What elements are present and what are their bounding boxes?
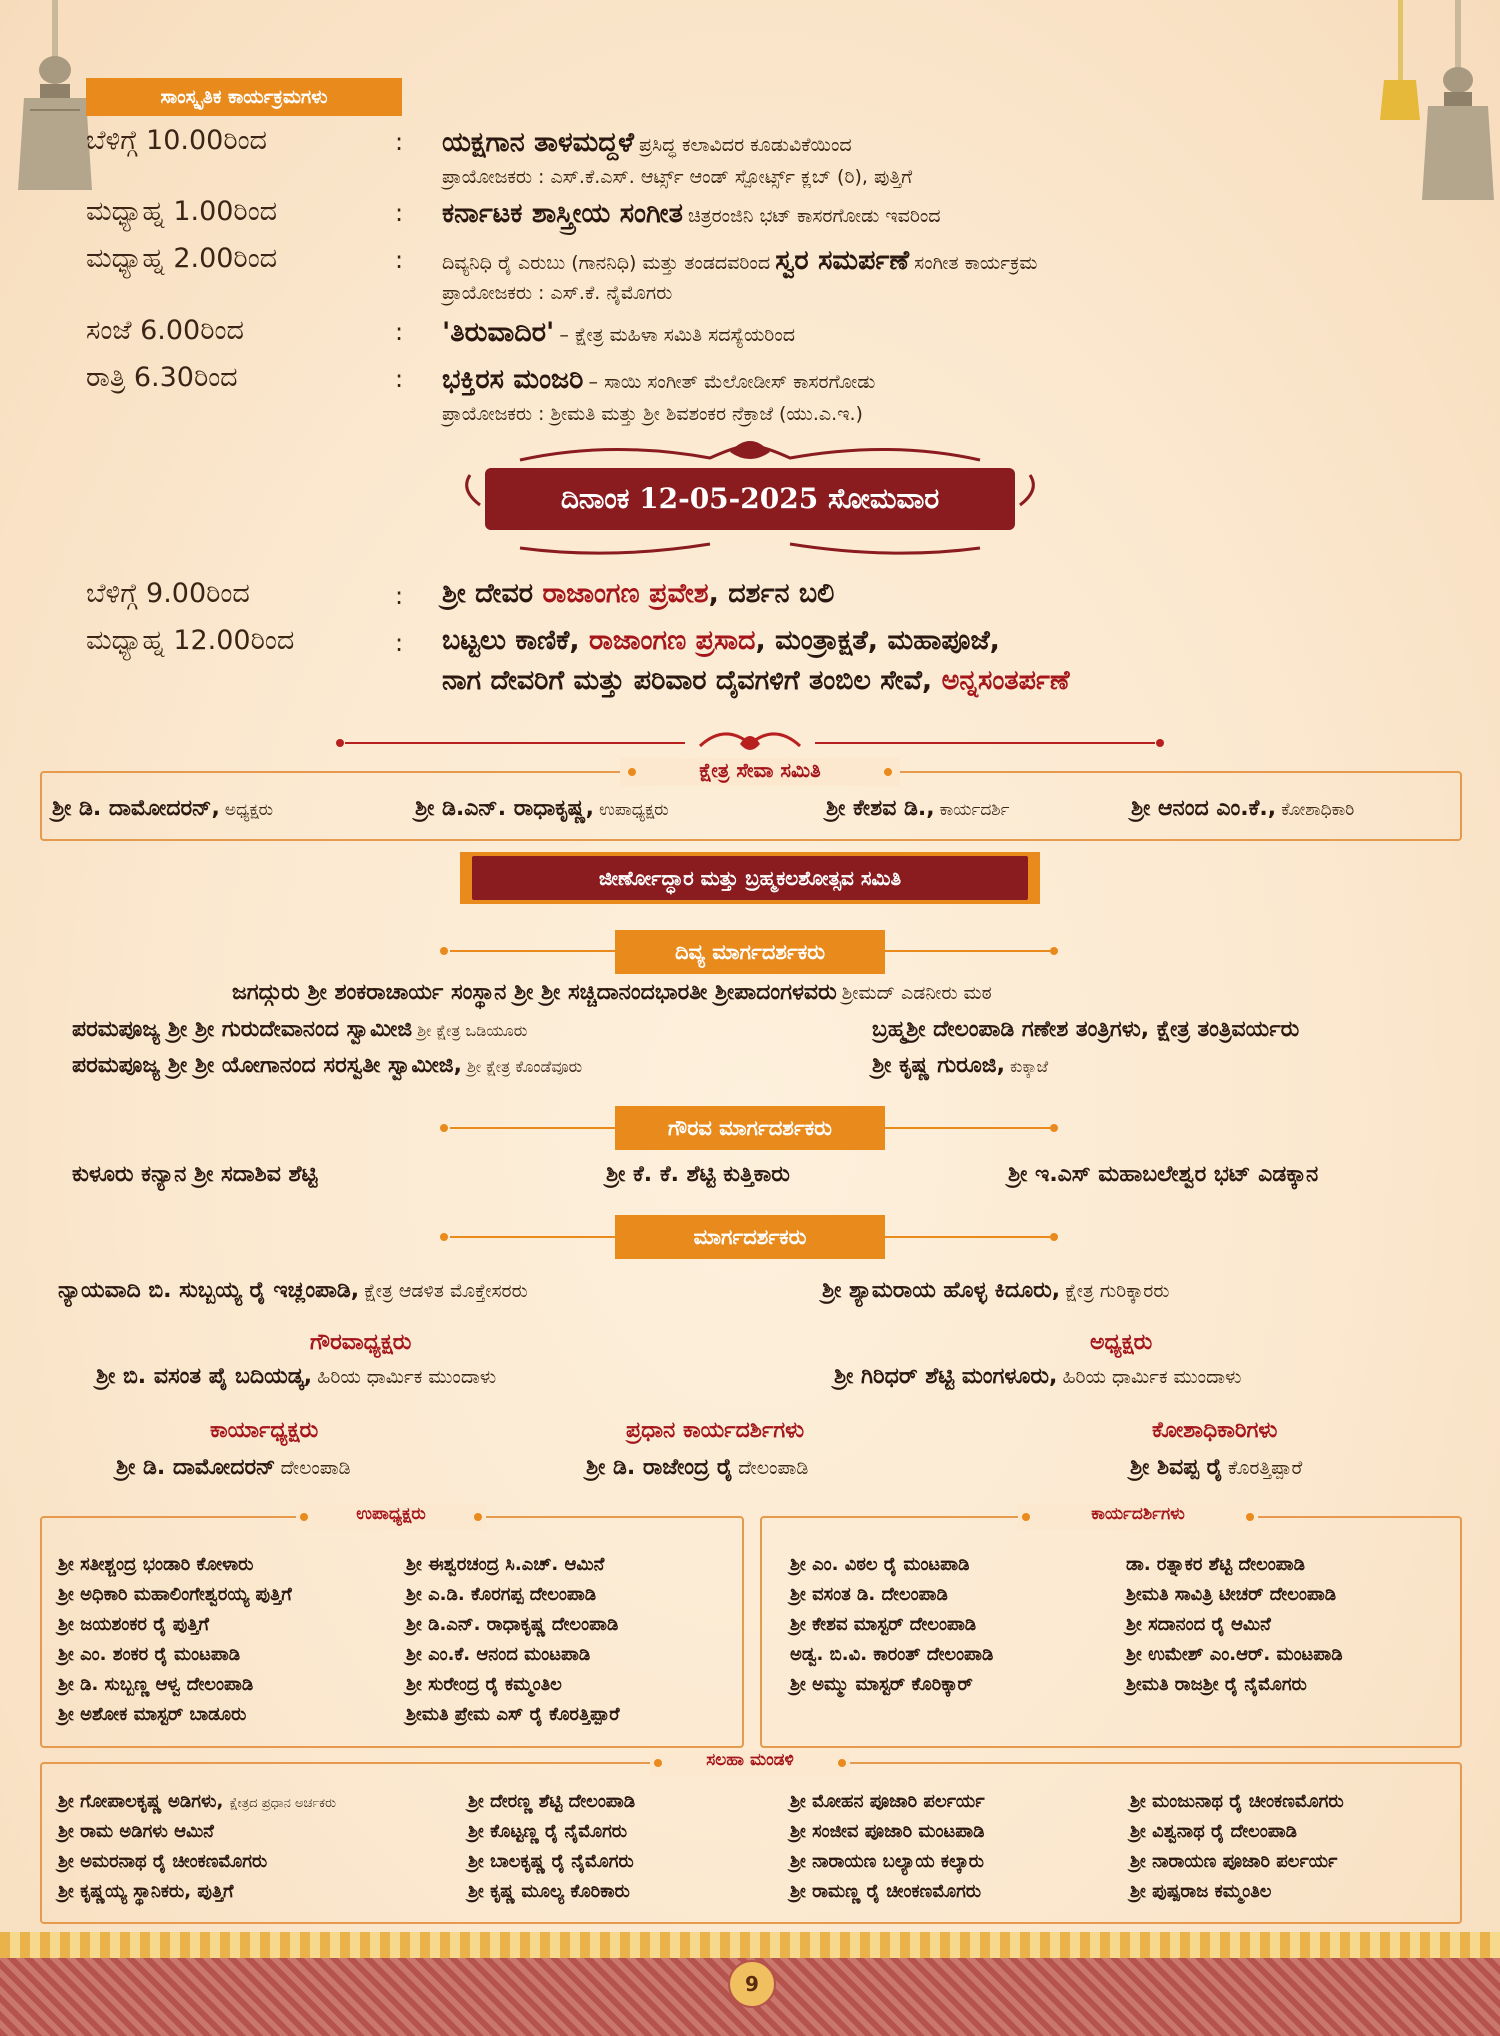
program-desc: ಪ್ರಸಿದ್ಧ ಕಲಾವಿದರ ಕೂಡುವಿಕೆಯಿಂದ xyxy=(639,134,852,156)
seva-name: ಶ್ರೀ ಆನಂದ ಎಂ.ಕೆ., xyxy=(1131,796,1277,821)
list-item: ಶ್ರೀ ದೇರಣ್ಣ ಶೆಟ್ಟಿ ದೇಲಂಪಾಡಿ xyxy=(468,1791,636,1812)
list-item: ಶ್ರೀ ಮೋಹನ ಪೂಜಾರಿ ಪರ್ಲರ್ಯ xyxy=(790,1791,985,1812)
program-title: ಸ್ವರ ಸಮರ್ಪಣೆ xyxy=(775,245,910,276)
gourava-name: ಶ್ರೀ ಇ.ಎಸ್ ಮಹಾಬಲೇಶ್ವರ ಭಟ್ ಎಡಕ್ಕಾನ xyxy=(1008,1162,1319,1187)
tassel-left-icon xyxy=(0,0,100,200)
karyadhyaksha-title: ಕಾರ್ಯಾಧ್ಯಕ್ಷರು xyxy=(210,1418,319,1443)
date-banner: ದಿನಾಂಕ 12-05-2025 ಸೋಮವಾರ xyxy=(485,468,1015,530)
list-item: ಶ್ರೀ ವಿಶ್ವನಾಥ ರೈ ದೇಲಂಪಾಡಿ xyxy=(1130,1821,1297,1842)
margadarshaka-name: ಶ್ರೀ ಶ್ಯಾಮರಾಯ ಹೊಳ್ಳ ಕಿದೂರು, xyxy=(822,1278,1061,1303)
divya-name: ಪರಮಪೂಜ್ಯ ಶ್ರೀ ಶ್ರೀ ಗುರುದೇವಾನಂದ ಸ್ವಾಮೀಜಿ xyxy=(72,1017,413,1042)
divya-title: ದಿವ್ಯ ಮಾರ್ಗದರ್ಶಕರು xyxy=(615,930,885,974)
salaha-col3 xyxy=(790,1787,985,1907)
margadarshaka-role: ಕ್ಷೇತ್ರ ಆಡಳಿತ ಮೊಕ್ತೇಸರರು xyxy=(364,1280,528,1302)
list-item-role: ಕ್ಷೇತ್ರದ ಪ್ರಧಾನ ಅರ್ಚಕರು xyxy=(229,1796,336,1811)
colon: : xyxy=(395,582,404,610)
tassel-right-icon xyxy=(1370,0,1500,205)
list-item: ಶ್ರೀ ಜಯಶಂಕರ ರೈ ಪುತ್ತಿಗೆ xyxy=(58,1614,209,1635)
title-dot xyxy=(654,1759,662,1767)
colon: : xyxy=(395,246,404,274)
program-sponsor: ಪ್ರಾಯೋಜಕರು : ಎಸ್.ಕೆ.ಎಸ್. ಆರ್ಟ್ಸ್ ಆಂಡ್ ಸ್ಪೋರ್ಟ್ಸ್ ಕ್ಲಬ್ (ರಿ), ಪುತ್ತಿಗೆ xyxy=(442,166,913,188)
section-dot xyxy=(1050,947,1058,955)
title-dot xyxy=(1246,1513,1254,1521)
program-title: ಭಕ್ತಿರಸ ಮಂಜರಿ xyxy=(442,364,584,395)
seva-role: ಉಪಾಧ್ಯಕ್ಷರು xyxy=(599,800,669,820)
seva-role: ಅಧ್ಯಕ್ಷರು xyxy=(224,800,274,820)
officer-place: ಕೊರತ್ತಿಪ್ಪಾರೆ xyxy=(1227,1457,1303,1479)
program-time: ಬೆಳಿಗ್ಗೆ 10.00ರಿಂದ xyxy=(86,125,267,156)
seva-name: ಶ್ರೀ ಡಿ. ದಾಮೋದರನ್, xyxy=(52,796,220,821)
list-item: ಶ್ರೀ ಎ.ಡಿ. ಕೊರಗಪ್ಪ ದೇಲಂಪಾಡಿ xyxy=(406,1584,597,1605)
colon: : xyxy=(395,365,404,393)
seva-role: ಕೋಶಾಧಿಕಾರಿ xyxy=(1281,800,1355,820)
monday-r2-c: , ಮಂತ್ರಾಕ್ಷತೆ, ಮಹಾಪೂಜೆ, xyxy=(755,625,1000,656)
officer-name: ಶ್ರೀ ಡಿ. ದಾಮೋದರನ್ xyxy=(116,1455,276,1480)
list-item: ಶ್ರೀ ಸಂಜೀವ ಪೂಜಾರಿ ಮಂಟಪಾಡಿ xyxy=(790,1821,985,1842)
margadarshaka-title: ಮಾರ್ಗದರ್ಶಕರು xyxy=(615,1215,885,1259)
divider-line xyxy=(815,742,1155,744)
colon: : xyxy=(395,199,404,227)
officer-role: ಹಿರಿಯ ಧಾರ್ಮಿಕ ಮುಂದಾಳು xyxy=(317,1366,497,1388)
salaha-col1 xyxy=(58,1787,336,1907)
divya-name: ಬ್ರಹ್ಮಶ್ರೀ ದೇಲಂಪಾಡಿ ಗಣೇಶ ತಂತ್ರಿಗಳು, ಕ್ಷೇತ್ರ ತಂತ್ರಿವರ್ಯರು xyxy=(872,1017,1300,1042)
section-line xyxy=(450,950,615,952)
section-line xyxy=(885,1236,1050,1238)
gouravadhyaksha-title: ಗೌರವಾಧ್ಯಕ್ಷರು xyxy=(310,1330,412,1355)
upadhyaksha-col2 xyxy=(406,1550,620,1730)
divider-line xyxy=(345,742,685,744)
list-item: ಶ್ರೀ ಎಂ. ಶಂಕರ ರೈ ಮಂಟಪಾಡಿ xyxy=(58,1644,241,1665)
officer-role: ಹಿರಿಯ ಧಾರ್ಮಿಕ ಮುಂದಾಳು xyxy=(1062,1366,1242,1388)
title-dot xyxy=(1022,1513,1030,1521)
salaha-title: ಸಲಹಾ ಮಂಡಳಿ xyxy=(706,1750,794,1770)
cultural-programs-header: ಸಾಂಸ್ಕೃತಿಕ ಕಾರ್ಯಕ್ರಮಗಳು xyxy=(86,78,402,116)
list-item: ಶ್ರೀ ಕೃಷ್ಣ ಮೂಲ್ಯ ಕೊರಿಕಾರು xyxy=(468,1881,630,1902)
program-time: ಮಧ್ಯಾಹ್ನ 1.00ರಿಂದ xyxy=(86,196,278,227)
list-item: ಶ್ರೀ ನಾರಾಯಣ ಪೂಜಾರಿ ಪರ್ಲರ್ಯ xyxy=(1130,1851,1338,1872)
gourava-name: ಕುಳೂರು ಕನ್ಯಾನ ಶ್ರೀ ಸದಾಶಿವ ಶೆಟ್ಟಿ xyxy=(72,1162,318,1187)
list-item: ಡಾ. ರತ್ನಾಕರ ಶೆಟ್ಟಿ ದೇಲಂಪಾಡಿ xyxy=(1126,1554,1305,1575)
divya-name: ಶ್ರೀ ಕೃಷ್ಣ ಗುರೂಜಿ, xyxy=(872,1053,1005,1078)
divya-line1: ಜಗದ್ಗುರು ಶ್ರೀ ಶಂಕರಾಚಾರ್ಯ ಸಂಸ್ಥಾನ ಶ್ರೀ ಶ್ರೀ ಸಚ್ಚಿದಾನಂದಭಾರತೀ ಶ್ರೀಪಾದಂಗಳವರು xyxy=(232,980,837,1005)
section-line xyxy=(450,1236,615,1238)
divider-dot xyxy=(1156,739,1164,747)
officer-place: ದೇಲಂಪಾಡಿ xyxy=(280,1457,351,1479)
monday-r1-b: ರಾಜಾಂಗಣ ಪ್ರವೇಶ xyxy=(542,578,709,609)
colon: : xyxy=(395,318,404,346)
program-desc: – ಸಾಯಿ ಸಂಗೀತ್ ಮೆಲೋಡೀಸ್ ಕಾಸರಗೋಡು xyxy=(588,371,876,393)
monday-r1-c: , ದರ್ಶನ ಬಲಿ xyxy=(708,578,835,609)
page-number: 9 xyxy=(728,1960,776,2008)
list-item: ಶ್ರೀಮತಿ ಪ್ರೇಮ ಎಸ್ ರೈ ಕೊರತ್ತಿಪ್ಪಾರೆ xyxy=(406,1704,620,1725)
officer-name: ಶ್ರೀ ಡಿ. ರಾಜೇಂದ್ರ ರೈ xyxy=(586,1455,734,1480)
divya-place: ಶ್ರೀ ಕ್ಷೇತ್ರ ಕೊಂಡೆವೂರು xyxy=(467,1057,583,1076)
adhyaksha-title: ಅಧ್ಯಕ್ಷರು xyxy=(1090,1330,1153,1355)
list-item: ಶ್ರೀ ಸತೀಶ್ಚಂದ್ರ ಭಂಡಾರಿ ಕೋಳಾರು xyxy=(58,1554,254,1575)
program-title: 'ತಿರುವಾದಿರ' xyxy=(442,317,555,348)
monday-r3-a: ನಾಗ ದೇವರಿಗೆ ಮತ್ತು ಪರಿವಾರ ದೈವಗಳಿಗೆ ತಂಬಿಲ ಸೇವೆ, xyxy=(442,665,942,696)
program-desc: – ಕ್ಷೇತ್ರ ಮಹಿಳಾ ಸಮಿತಿ ಸದಸ್ಯೆಯರಿಂದ xyxy=(559,324,796,346)
gourava-title: ಗೌರವ ಮಾರ್ಗದರ್ಶಕರು xyxy=(615,1106,885,1150)
title-dot xyxy=(300,1513,308,1521)
list-item: ಶ್ರೀ ರಾಮಣ್ಣ ರೈ ಚೀಂಕಣಮೊಗರು xyxy=(790,1881,982,1902)
karyadarshi-col1 xyxy=(790,1550,993,1700)
seva-name: ಶ್ರೀ ಕೇಶವ ಡಿ., xyxy=(826,796,935,821)
program-title: ಯಕ್ಷಗಾನ ತಾಳಮದ್ದಳೆ xyxy=(442,127,634,158)
section-line xyxy=(450,1127,615,1129)
program-desc: ಚಿತ್ರರಂಜಿನಿ ಭಟ್ ಕಾಸರಗೋಡು ಇವರಿಂದ xyxy=(687,205,941,227)
program-sponsor: ಪ್ರಾಯೋಜಕರು : ಎಸ್.ಕೆ. ನೈಮೊಗರು xyxy=(442,282,673,304)
program-time: ಸಂಜೆ 6.00ರಿಂದ xyxy=(86,315,244,346)
divya-line1-place: ಶ್ರೀಮದ್ ಎಡನೀರು ಮಠ xyxy=(841,982,992,1004)
divya-place: ಶ್ರೀ ಕ್ಷೇತ್ರ ಒಡಿಯೂರು xyxy=(417,1021,528,1040)
colon: : xyxy=(395,629,404,657)
section-dot xyxy=(440,1124,448,1132)
program-sponsor: ಪ್ರಾಯೋಜಕರು : ಶ್ರೀಮತಿ ಮತ್ತು ಶ್ರೀ ಶಿವಶಂಕರ ನೆಕ್ರಾಜೆ (ಯು.ಎ.ಇ.) xyxy=(442,403,863,425)
title-dot xyxy=(474,1513,482,1521)
title-dot xyxy=(628,768,636,776)
monday-time-2: ಮಧ್ಯಾಹ್ನ 12.00ರಿಂದ xyxy=(86,625,295,656)
list-item: ಅಡ್ವ. ಬಿ.ವಿ. ಕಾರಂತ್ ದೇಲಂಪಾಡಿ xyxy=(790,1644,994,1665)
gourava-name: ಶ್ರೀ ಕೆ. ಕೆ. ಶೆಟ್ಟಿ ಕುತ್ತಿಕಾರು xyxy=(606,1162,790,1187)
seva-samiti-title: ಕ್ಷೇತ್ರ ಸೇವಾ ಸಮಿತಿ xyxy=(699,758,821,782)
seva-role: ಕಾರ್ಯದರ್ಶಿ xyxy=(939,800,1010,820)
list-item: ಶ್ರೀ ನಾರಾಯಣ ಬಲ್ಯಾಯ ಕಲ್ಕಾರು xyxy=(790,1851,984,1872)
list-item: ಶ್ರೀ ಸುರೇಂದ್ರ ರೈ ಕಮ್ಮಂತಿಲ xyxy=(406,1674,562,1695)
list-item: ಶ್ರೀ ಈಶ್ವರಚಂದ್ರ ಸಿ.ಎಚ್. ಆಮಿನೆ xyxy=(406,1554,605,1575)
program-desc: ಸಂಗೀತ ಕಾರ್ಯಕ್ರಮ xyxy=(914,252,1038,274)
section-dot xyxy=(440,947,448,955)
list-item: ಶ್ರೀ ಸದಾನಂದ ರೈ ಆಮಿನೆ xyxy=(1126,1614,1271,1635)
program-pre: ದಿವ್ಯನಿಧಿ ರೈ ಎರುಬು (ಗಾನನಿಧಿ) ಮತ್ತು ತಂಡದವರಿಂದ xyxy=(442,252,771,274)
section-dot xyxy=(1050,1124,1058,1132)
list-item: ಶ್ರೀ ಪುಷ್ಪರಾಜ ಕಮ್ಮಂತಿಲ xyxy=(1130,1881,1272,1902)
divider-dot xyxy=(336,739,344,747)
list-item: ಶ್ರೀ ಅಮ್ಮು ಮಾಸ್ಟರ್ ಕೊರಿಕ್ಕಾರ್ xyxy=(790,1674,973,1695)
list-item: ಶ್ರೀ ಕೃಷ್ಣಯ್ಯ ಸ್ಥಾನಿಕರು, ಪುತ್ತಿಗೆ xyxy=(58,1881,234,1902)
section-line xyxy=(885,950,1050,952)
upadhyaksha-col1 xyxy=(58,1550,292,1730)
officer-place: ದೇಲಂಪಾಡಿ xyxy=(738,1457,809,1479)
salaha-col4 xyxy=(1130,1787,1344,1907)
section-dot xyxy=(1050,1233,1058,1241)
program-time: ಮಧ್ಯಾಹ್ನ 2.00ರಿಂದ xyxy=(86,243,278,274)
monday-r2-a: ಬಟ್ಟಲು ಕಾಣಿಕೆ, xyxy=(442,625,590,656)
title-dot xyxy=(884,768,892,776)
list-item: ಶ್ರೀ ಗೋಪಾಲಕೃಷ್ಣ ಅಡಿಗಳು, xyxy=(58,1791,224,1812)
list-item: ಶ್ರೀ ಎಂ. ವಿಠಲ ರೈ ಮಂಟಪಾಡಿ xyxy=(790,1554,970,1575)
karyadarshi-title: ಕಾರ್ಯದರ್ಶಿಗಳು xyxy=(1091,1504,1185,1524)
list-item: ಶ್ರೀ ಅಧಿಕಾರಿ ಮಹಾಲಿಂಗೇಶ್ವರಯ್ಯ ಪುತ್ತಿಗೆ xyxy=(58,1584,292,1605)
jeernoddhara-title: ಜೀರ್ಣೋದ್ಧಾರ ಮತ್ತು ಬ್ರಹ್ಮಕಲಶೋತ್ಸವ ಸಮಿತಿ xyxy=(472,856,1028,900)
upadhyaksha-title: ಉಪಾಧ್ಯಕ್ಷರು xyxy=(356,1504,426,1524)
seva-name: ಶ್ರೀ ಡಿ.ಎನ್. ರಾಧಾಕೃಷ್ಣ, xyxy=(415,796,595,821)
list-item: ಶ್ರೀ ಬಾಲಕೃಷ್ಣ ರೈ ನೈಮೊಗರು xyxy=(468,1851,634,1872)
list-item: ಶ್ರೀ ಮಂಜುನಾಥ ರೈ ಚೀಂಕಣಮೊಗರು xyxy=(1130,1791,1344,1812)
list-item: ಶ್ರೀ ಎಂ.ಕೆ. ಆನಂದ ಮಂಟಪಾಡಿ xyxy=(406,1644,591,1665)
list-item: ಶ್ರೀ ಕೇಶವ ಮಾಸ್ಟರ್ ದೇಲಂಪಾಡಿ xyxy=(790,1614,977,1635)
officer-name: ಶ್ರೀ ಗಿರಿಧರ್ ಶೆಟ್ಟಿ ಮಂಗಳೂರು, xyxy=(834,1364,1058,1389)
list-item: ಶ್ರೀ ಕೊಟ್ಟಣ್ಣ ರೈ ನೈಮೊಗರು xyxy=(468,1821,628,1842)
salaha-col2 xyxy=(468,1787,635,1907)
section-dot xyxy=(440,1233,448,1241)
section-line xyxy=(885,1127,1050,1129)
monday-r3-b: ಅನ್ನಸಂತರ್ಪಣೆ xyxy=(941,665,1070,696)
monday-r2-b: ರಾಜಾಂಗಣ ಪ್ರಸಾದ xyxy=(589,625,756,656)
list-item: ಶ್ರೀ ರಾಮ ಅಡಿಗಳು ಆಮಿನೆ xyxy=(58,1821,214,1842)
list-item: ಶ್ರೀ ಡಿ.ಎನ್. ರಾಧಾಕೃಷ್ಣ ದೇಲಂಪಾಡಿ xyxy=(406,1614,619,1635)
divya-place: ಕುಕ್ಕಾಜೆ xyxy=(1010,1057,1049,1076)
pradhana-title: ಪ್ರಧಾನ ಕಾರ್ಯದರ್ಶಿಗಳು xyxy=(626,1418,805,1443)
list-item: ಶ್ರೀಮತಿ ಸಾವಿತ್ರಿ ಟೀಚರ್ ದೇಲಂಪಾಡಿ xyxy=(1126,1584,1337,1605)
margadarshaka-name: ನ್ಯಾಯವಾದಿ ಬಿ. ಸುಬ್ಬಯ್ಯ ರೈ ಇಚ್ಲಂಪಾಡಿ, xyxy=(58,1278,360,1303)
program-title: ಕರ್ನಾಟಕ ಶಾಸ್ತ್ರೀಯ ಸಂಗೀತ xyxy=(442,198,683,229)
list-item: ಶ್ರೀ ಡಿ. ಸುಬ್ಬಣ್ಣ ಆಳ್ವ ದೇಲಂಪಾಡಿ xyxy=(58,1674,254,1695)
koshadhikari-title: ಕೋಶಾಧಿಕಾರಿಗಳು xyxy=(1152,1418,1278,1443)
officer-name: ಶ್ರೀ ಬಿ. ವಸಂತ ಪೈ ಬದಿಯಡ್ಕ, xyxy=(96,1364,313,1389)
list-item: ಶ್ರೀಮತಿ ರಾಜಶ್ರೀ ರೈ ನೈಮೊಗರು xyxy=(1126,1674,1307,1695)
margadarshaka-role: ಕ್ಷೇತ್ರ ಗುರಿಕ್ಕಾರರು xyxy=(1065,1280,1170,1302)
monday-time-1: ಬೆಳಿಗ್ಗೆ 9.00ರಿಂದ xyxy=(86,578,250,609)
karyadarshi-col2 xyxy=(1126,1550,1343,1700)
officer-name: ಶ್ರೀ ಶಿವಪ್ಪ ರೈ xyxy=(1130,1455,1223,1480)
list-item: ಶ್ರೀ ಉಮೇಶ್ ಎಂ.ಆರ್. ಮಂಟಪಾಡಿ xyxy=(1126,1644,1343,1665)
colon: : xyxy=(395,128,404,156)
list-item: ಶ್ರೀ ಅಮರನಾಥ ರೈ ಚೀಂಕಣಮೊಗರು xyxy=(58,1851,268,1872)
list-item: ಶ್ರೀ ಅಶೋಕ ಮಾಸ್ಟರ್ ಬಾಡೂರು xyxy=(58,1704,247,1725)
program-time: ರಾತ್ರಿ 6.30ರಿಂದ xyxy=(86,362,238,393)
divya-name: ಪರಮಪೂಜ್ಯ ಶ್ರೀ ಶ್ರೀ ಯೋಗಾನಂದ ಸರಸ್ವತೀ ಸ್ವಾಮೀಜಿ, xyxy=(72,1053,462,1078)
title-dot xyxy=(838,1759,846,1767)
list-item: ಶ್ರೀ ವಸಂತ ಡಿ. ದೇಲಂಪಾಡಿ xyxy=(790,1584,948,1605)
monday-r1-a: ಶ್ರೀ ದೇವರ xyxy=(442,578,543,609)
border-scallop xyxy=(0,1932,1500,1958)
